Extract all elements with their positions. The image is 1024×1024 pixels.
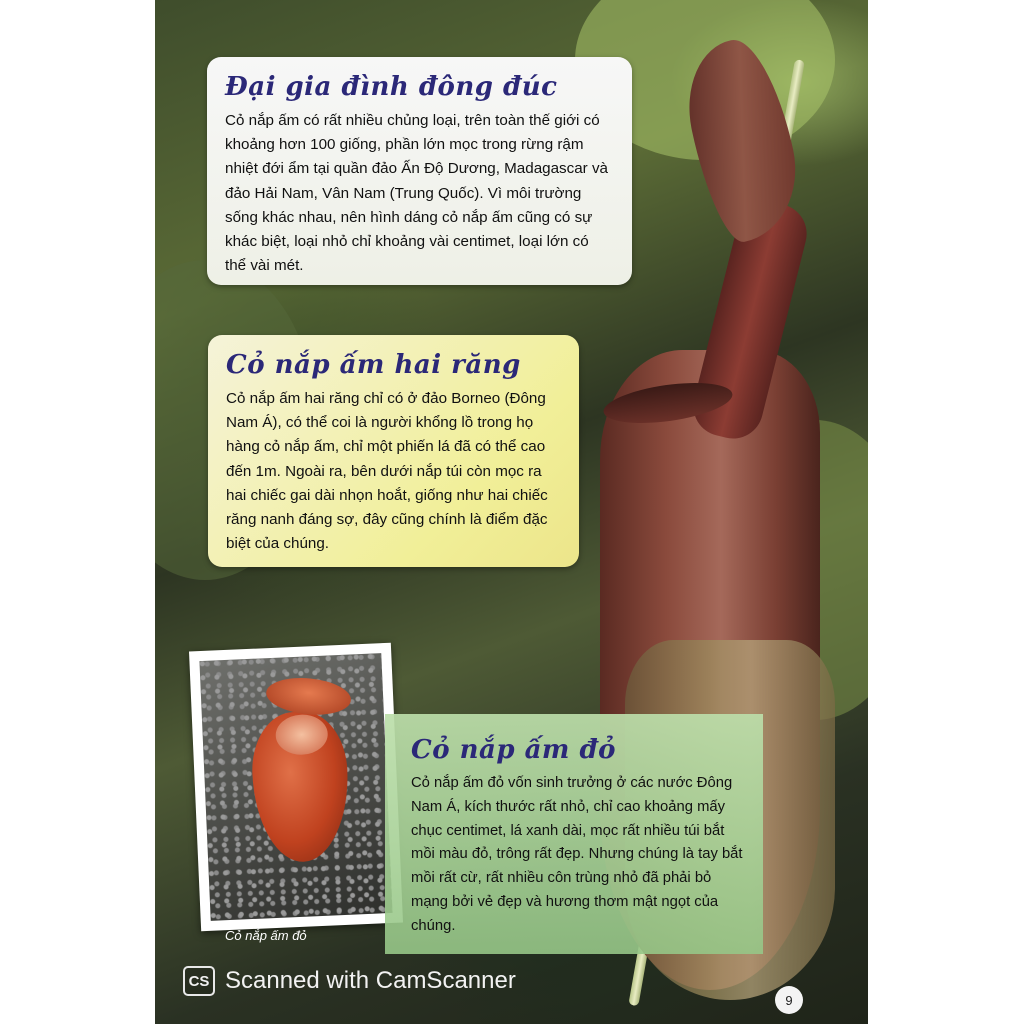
camscanner-watermark	[183, 966, 516, 996]
red-pitcher-lid	[265, 674, 353, 718]
photo-caption: Cỏ nắp ấm đỏ	[225, 928, 307, 943]
section-body: Cỏ nắp ấm có rất nhiều chủng loại, trên toàn thế giới có khoảng hơn 100 giống, phần lớn mọc trong rừng rậm nhiệt đới ẩm tại quần đảo Ấn Độ Dương, Madagascar và đảo Hải Nam, Vân Nam (Trung Quốc). Vì môi trường sống khác nhau, nên hình dáng cỏ nắp ấm cũng có sự khác biệt, loại nhỏ chỉ khoảng vài centimet, loại lớn có thể vài mét.	[225, 112, 608, 275]
section-two-teeth	[208, 335, 579, 567]
watermark-text: Scanned with CamScanner	[225, 967, 516, 994]
page-number: 9	[775, 986, 803, 1014]
section-body: Cỏ nắp ấm hai răng chỉ có ở đảo Borneo (Đông Nam Á), có thể coi là người khổng lồ trong họ hàng cỏ nắp ấm, chỉ một phiến lá đã có thể cao đến 1m. Ngoài ra, bên dưới nắp túi còn mọc ra hai chiếc gai dài nhọn hoắt, giống như hai chiếc răng nanh đáng sợ, đây cũng chính là điểm đặc biệt của chúng.	[226, 390, 548, 553]
section-red-pitcher	[385, 714, 763, 954]
red-pitcher-photo	[189, 643, 403, 932]
section-heading: Cỏ nắp ấm đỏ	[411, 735, 616, 765]
section-large-family	[207, 57, 632, 285]
book-page	[155, 0, 868, 1024]
section-heading: Cỏ nắp ấm hai răng	[226, 350, 521, 380]
section-body: Cỏ nắp ấm đỏ vốn sinh trưởng ở các nước Đông Nam Á, kích thước rất nhỏ, chỉ cao khoảng mấy chục centimet, lá xanh dài, mọc rất nhiều túi bắt mồi màu đỏ, trông rất đẹp. Nhưng chúng là tay bắt mồi rất cừ, rất nhiều côn trùng nhỏ đã phải bỏ mạng bởi vẻ đẹp và hương thơm mật ngọt của chúng.	[411, 775, 743, 934]
section-heading: Đại gia đình đông đúc	[225, 72, 558, 102]
photo-image	[199, 653, 392, 921]
camscanner-icon: CS	[183, 966, 215, 996]
